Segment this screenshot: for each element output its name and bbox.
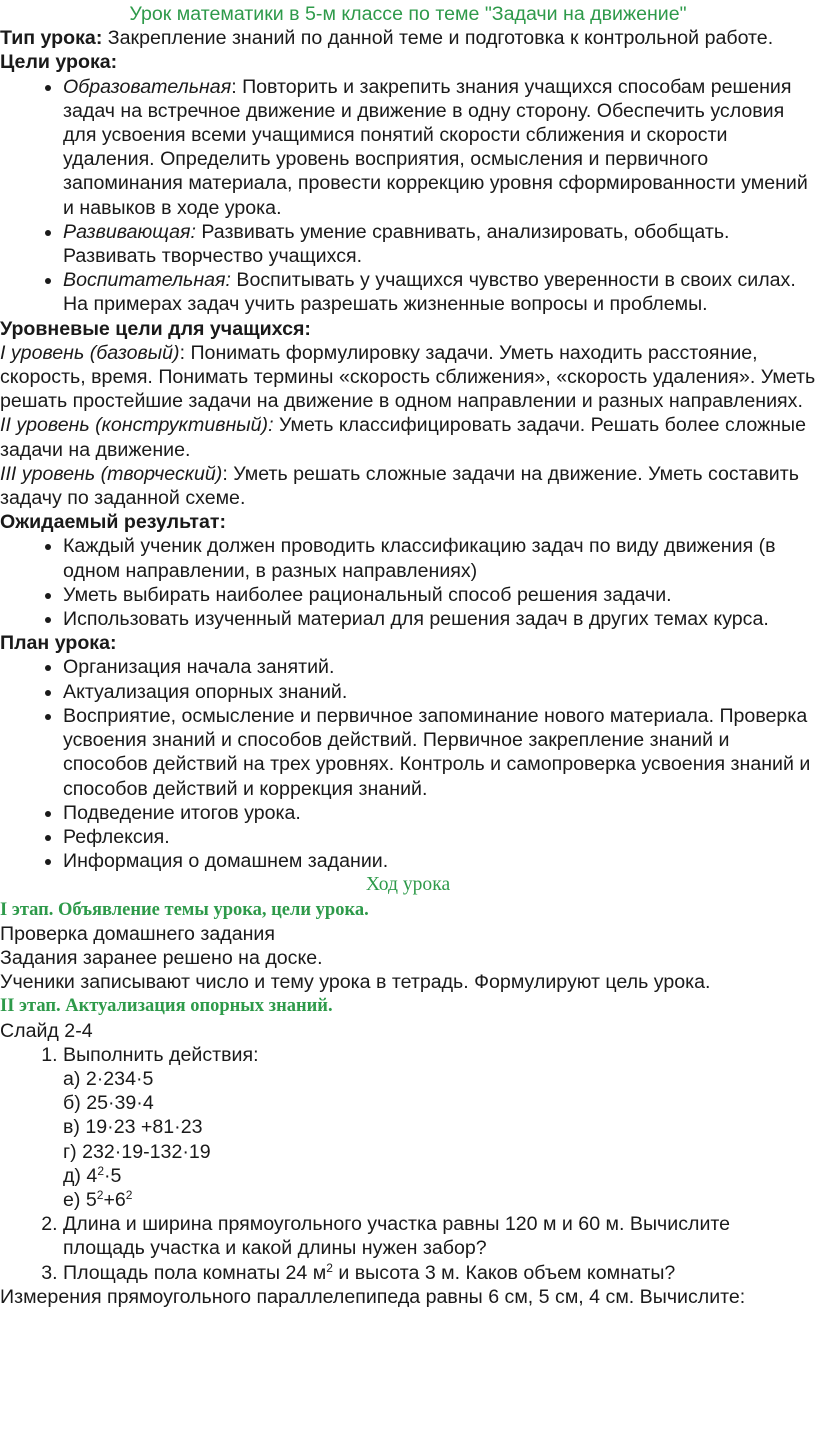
superscript: 2 — [96, 1187, 104, 1202]
list-item: 2. Длина и ширина прямоугольного участка равны 120 м и 60 м. Вычислите площадь участка и какой длины нужен забор? — [63, 1212, 816, 1260]
goal-label: Воспитательная: — [63, 269, 231, 292]
goal-text: Развивать умение сравнивать, анализировать, обобщать. Развивать творчество учащихся. — [63, 220, 730, 268]
lesson-type-text: Закрепление знаний по данной теме и подготовка к контрольной работе. — [102, 27, 774, 50]
task-text: и высота 3 м. Каков объем комнаты? — [332, 1261, 676, 1284]
sub-item: а) 2·234·5 — [63, 1067, 154, 1090]
course-heading: Ход урока — [365, 874, 451, 896]
level-text: Уметь классифицировать задачи. Решать более сложные задачи на движение. — [0, 414, 806, 461]
sub-item: г) 232·19-132·19 — [63, 1140, 211, 1163]
plan-heading-text: План урока: — [0, 632, 117, 655]
goals-list — [0, 75, 816, 317]
stage1-line: Задания заранее решено на доске. — [0, 946, 323, 969]
list-item — [63, 1043, 816, 1212]
expected-heading-text: Ожидаемый результат: — [0, 511, 227, 534]
level-goals-heading-text: Уровневые цели для учащихся: — [0, 317, 311, 340]
list-item: • Информация о домашнем задании. — [63, 849, 816, 873]
sub-item: в) 19·23 +81·23 — [63, 1116, 203, 1139]
list-item: • Использовать изученный материал для решения задач в других темах курса. — [63, 607, 816, 631]
stage2-heading: II этап. Актуализация опорных знаний. — [0, 996, 333, 1017]
level-text: : Понимать формулировку задачи. Уметь находить расстояние, скорость, время. Понимать термины «скорость сближения», «скорость удаления». Уметь решать простейшие задачи на движение в одном направлении и разных направлениях. — [0, 341, 816, 413]
plan-list — [0, 655, 816, 873]
goal-label: Развивающая: — [63, 220, 196, 243]
slide-label: Слайд 2-4 — [0, 1019, 93, 1042]
task-text: Площадь пола комнаты 24 м — [63, 1261, 327, 1284]
expected-heading — [0, 510, 816, 534]
list-item — [63, 75, 816, 220]
stage1-heading: I этап. Объявление темы урока, цели урока. — [0, 899, 369, 920]
lesson-title: Урок математики в 5-м классе по теме "Задачи на движение" — [129, 3, 687, 25]
sub-item-part: ·5 — [104, 1164, 122, 1187]
list-item: • Рефлексия. — [63, 825, 816, 849]
sub-item — [63, 1164, 816, 1188]
list-item — [63, 268, 816, 316]
level-label: III уровень (творческий) — [0, 462, 223, 485]
list-item: • Уметь выбирать наиболее рациональный способ решения задачи. — [63, 583, 816, 607]
list-item: • Каждый ученик должен проводить классификацию задач по виду движения (в одном направлении, в разных направлениях) — [63, 534, 816, 582]
level-label: II уровень (конструктивный): — [0, 414, 274, 437]
plan-heading — [0, 631, 816, 655]
goal-text: : Повторить и закрепить знания учащихся способам решения задач на встречное движение и движение в одну сторону. Обеспечить условия для усвоения всеми учащимися понятий скорости сближения и скорости удаления. Определить уровень восприятия, осмысления и первичного запоминания материала, провести коррекцию уровня сформированности умений и навыков в ходе урока. — [63, 75, 808, 219]
tasks-list — [0, 1043, 816, 1285]
stage1-line: Ученики записывают число и тему урока в тетрадь. Формулируют цель урока. — [0, 971, 711, 994]
level-goal-2 — [0, 413, 816, 461]
list-item — [63, 1261, 816, 1285]
level-text: : Уметь решать сложные задачи на движение. Уметь составить задачу по заданной схеме. — [0, 462, 799, 510]
sub-item: б) 25·39·4 — [63, 1092, 154, 1115]
list-item: • Актуализация опорных знаний. — [63, 680, 816, 704]
last-line: Измерения прямоугольного параллелепипеда равны 6 см, 5 см, 4 см. Вычислите: — [0, 1285, 746, 1308]
list-item: • Организация начала занятий. — [63, 655, 816, 679]
sub-item-part: е) 5 — [63, 1188, 97, 1211]
superscript: 2 — [326, 1260, 333, 1275]
superscript: 2 — [125, 1187, 133, 1202]
sub-item — [63, 1188, 816, 1212]
level-goals-heading — [0, 317, 816, 341]
lesson-type-label: Тип урока: — [0, 27, 103, 50]
goal-text: Воспитывать у учащихся чувство уверенности в своих силах. На примерах задач учить разрешать жизненные вопросы и проблемы. — [63, 269, 796, 316]
level-label: I уровень (базовый) — [0, 341, 180, 364]
sub-item-part: д) 4 — [63, 1164, 98, 1187]
goals-heading-text: Цели урока: — [0, 51, 118, 74]
level-goal-1 — [0, 341, 816, 414]
superscript: 2 — [97, 1163, 104, 1178]
list-item — [63, 220, 816, 268]
stage1-line: Проверка домашнего задания — [0, 922, 275, 945]
list-item: • Восприятие, осмысление и первичное запоминание нового материала. Проверка усвоения знаний и способов действий. Первичное закрепление знаний и способов действий на трех уровнях. Контроль и самопроверка усвоения знаний и способов действий и коррекция знаний. — [63, 704, 816, 801]
goals-heading — [0, 50, 816, 74]
task-text: Выполнить действия: — [63, 1043, 259, 1066]
level-goal-3 — [0, 462, 816, 510]
lesson-type — [0, 26, 816, 50]
goal-label: Образовательная — [63, 75, 232, 98]
list-item: • Подведение итогов урока. — [63, 801, 816, 825]
expected-list — [0, 534, 816, 631]
sub-item-part: +6 — [103, 1188, 126, 1211]
